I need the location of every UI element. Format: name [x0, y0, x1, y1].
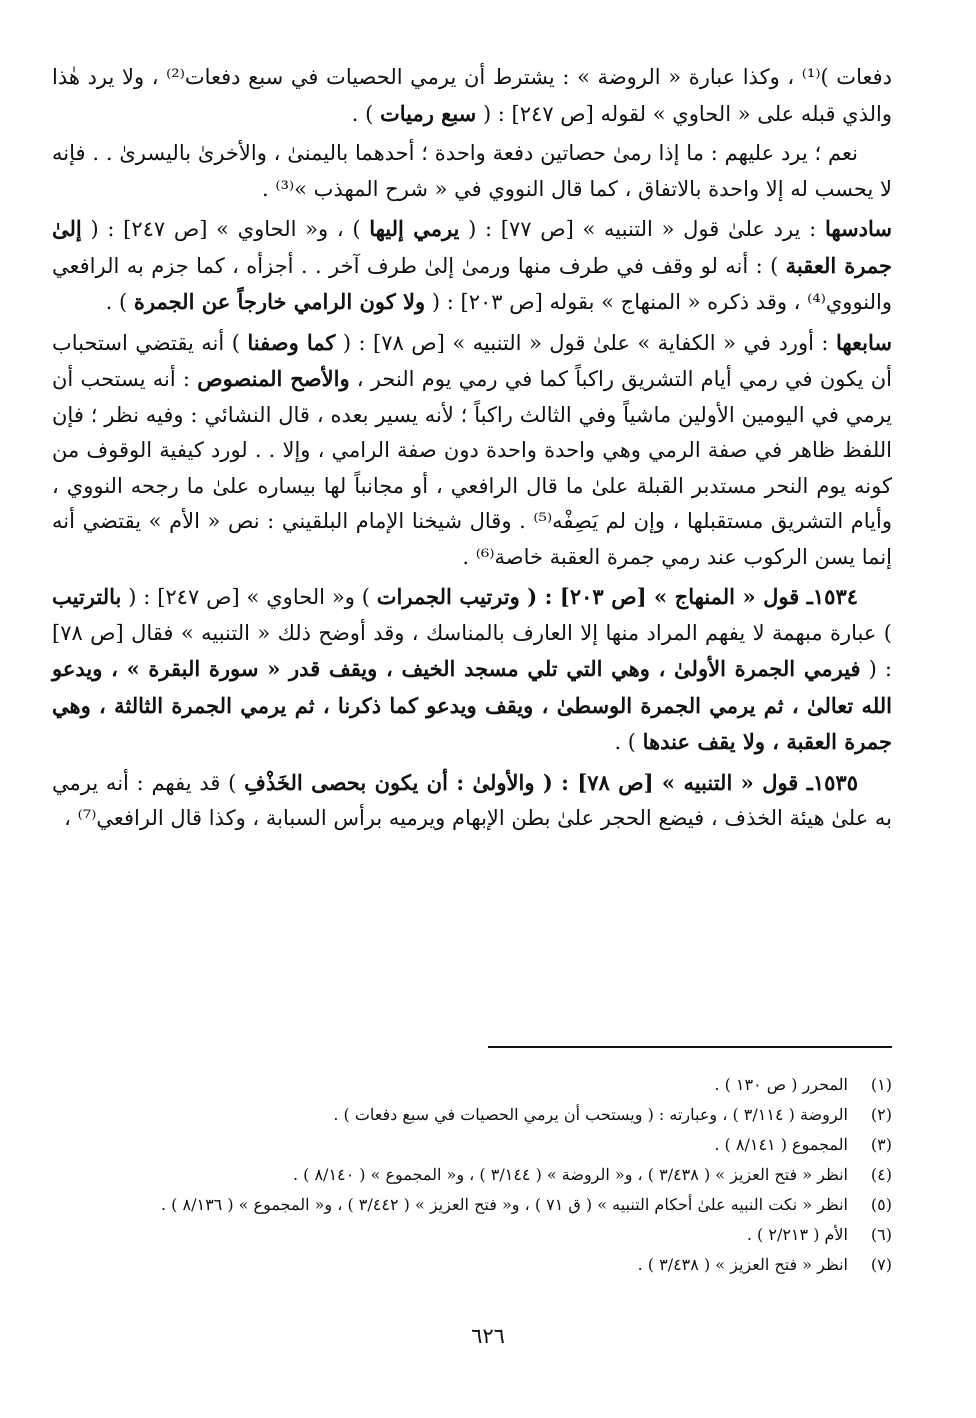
footnote-text: المجموع ( ٨/١٤١ ) . [714, 1135, 848, 1154]
text-run: : يرد علىٰ قول « التنبيه » [ص ٧٧] : ( [459, 217, 825, 241]
footnote-number: (٥) [870, 1195, 892, 1214]
quoted-term: يرمي إليها [369, 216, 460, 241]
footnote [52, 1160, 892, 1190]
main-text [52, 60, 892, 837]
text-run: ) و« الحاوي » [ص ٢٤٧] : ( [121, 585, 377, 609]
quoted-term: وترتيب الجمرات [376, 584, 520, 609]
section-lead: ١٥٣٤ـ قول « المنهاج » [ص ٢٠٣] : ( [519, 584, 859, 609]
footnote-text: انظر « فتح العزيز » ( ٣/٤٣٨ ) ، و« الروضة » ( ٣/١٤٤ ) ، و« المجموع » ( ٨/١٤٠ ) . [292, 1165, 848, 1184]
text-run: ) : أنه لو وقف في طرف منها ورمىٰ إلىٰ طرف آخر . . أجزأه ، كما جزم به الرافعي والنووي⁽⁴⁾ ، وقد ذكره « المنهاج » بقوله [ص ٢٠٣] : ( [52, 253, 892, 314]
footnote [52, 1070, 892, 1100]
footnotes [52, 1070, 892, 1280]
quoted-term: والأصح المنصوص [197, 366, 350, 391]
footnote-number: (٤) [870, 1165, 892, 1184]
footnote-text: الروضة ( ٣/١١٤ ) ، وعبارته : ( ويستحب أن يرمي الحصيات في سبع دفعات ) . [333, 1105, 848, 1124]
footnote [52, 1100, 892, 1130]
section-lead: سابعها [835, 329, 892, 355]
text-run: نعم ؛ يرد عليهم : ما إذا رمىٰ حصاتين دفعة واحدة ؛ أحدهما باليمنىٰ ، والأخرىٰ باليسرىٰ . . فإنه لا يحسب له إلا واحدة بالاتفاق ، كما قال النووي في « شرح المهذب »⁽³⁾ . [52, 141, 892, 201]
footnote-number: (٢) [870, 1105, 892, 1124]
footnote [52, 1250, 892, 1280]
text-run: ) قد يفهم : أنه يرمي به علىٰ هيئة الخذف ، فيضع الحجر علىٰ بطن الإبهام ويرميه برأس السبابة ، وكذا قال الرافعي⁽⁷⁾ ، [52, 770, 892, 830]
text-run: : أورد في « الكفاية » علىٰ قول « التنبيه » [ص ٧٨] : ( [335, 330, 836, 355]
text-run: ) عبارة مبهمة لا يفهم المراد منها إلا العارف بالمناسك ، وقد أوضح ذلك « التنبيه » فقال [ص ٧٨] : ( [52, 620, 892, 681]
text-run: ) . [351, 101, 380, 126]
quoted-term: فيرمي الجمرة الأولىٰ ، وهي التي تلي مسجد الخيف ، ويقف قدر « سورة البقرة » ، ويدعو الله تعالىٰ ، ثم يرمي الجمرة الوسطىٰ ، ويقف ويدعو كما ذكرنا ، ثم يرمي الجمرة الثالثة ، وهي جمرة العقبة ، ولا يقف عندها [52, 656, 892, 754]
quoted-term: ولا كون الرامي خارجاً عن الجمرة [133, 289, 426, 314]
paragraph-continuation [52, 60, 892, 132]
footnote-text: انظر « نكت النبيه علىٰ أحكام التنبيه » ( ق ٧١ ) ، و« فتح العزيز » ( ٣/٤٤٢ ) ، و« المجموع » ( ٨/١٣٦ ) . [161, 1195, 848, 1214]
footnote [52, 1220, 892, 1250]
footnote-divider [488, 1046, 892, 1048]
footnote-number: (٧) [870, 1255, 892, 1274]
quoted-term: بالترتيب [52, 584, 122, 609]
footnote-number: (٣) [870, 1135, 892, 1154]
text-run: ) . [105, 290, 134, 314]
paragraph-seventh [52, 325, 892, 576]
text-line: دفعات )⁽¹⁾ ، وكذا عبارة « الروضة » : يشترط أن يرمي الحصيات في سبع دفعات⁽²⁾ ، ولا يرد [87, 65, 892, 89]
footnote-text: انظر « فتح العزيز » ( ٣/٤٣٨ ) . [637, 1255, 848, 1274]
quoted-term: والأولىٰ : أن يكون بحصى الخَذْفِ [244, 769, 535, 795]
text-run: ) . [614, 730, 643, 754]
paragraph-objection [52, 136, 892, 207]
footnote [52, 1190, 892, 1220]
quoted-term: كما وصفنا [247, 329, 336, 355]
quoted-term: إلىٰ جمرة العقبة [52, 216, 892, 278]
text-run: ) أنه يقتضي استحباب أن يكون في رمي أيام التشريق راكباً كما في رمي يوم النحر ، [52, 330, 893, 391]
text-run: ) ، و« الحاوي » [ص ٢٤٧] : ( [81, 217, 370, 241]
text-run: : أنه يستحب أن يرمي في اليومين الأولين ماشياً وفي الثالث راكباً ؛ لأنه يسير بعده ، قال النشائي : وفيه نظر ؛ فإن اللفظ ظاهر في صفة الرمي وهي واحدة واحدة دون صفة الرامي ، وإلا . . لورد كيفية الوقوف من كونه يوم النحر مستدبر القبلة علىٰ ما قال الرافعي ، أو مجانباً لها بيساره علىٰ ما رجحه النووي ، وأيام التشريق مستقبلها ، وإن لم يَصِفْه⁽⁵⁾ . وقال شيخنا الإمام البلقيني : نص « الأم » يقتضي أنه إنما يسن الركوب عند رمي جمرة العقبة خاصة⁽⁶⁾ . [52, 367, 892, 569]
footnote-text: المحرر ( ص ١٣٠ ) . [714, 1075, 848, 1094]
paragraph-sixth [52, 211, 892, 321]
section-lead: ١٥٣٥ـ قول « التنبيه » [ص ٧٨] : ( [534, 769, 858, 795]
paragraph-1534 [52, 579, 892, 761]
text-run: هٰذا والذي قبله على « الحاوي » لقوله [ص ٢٤٧] : ( [52, 65, 892, 126]
page-number: ٦٢٦ [471, 1324, 505, 1348]
paragraph-1535 [52, 765, 892, 837]
section-lead: سادسها [824, 216, 892, 241]
quoted-term: سبع رميات [379, 100, 477, 126]
footnote-number: (٦) [870, 1225, 892, 1244]
footnote-number: (١) [870, 1075, 892, 1094]
footnote [52, 1130, 892, 1160]
footnote-text: الأم ( ٢/٢١٣ ) . [746, 1225, 848, 1244]
